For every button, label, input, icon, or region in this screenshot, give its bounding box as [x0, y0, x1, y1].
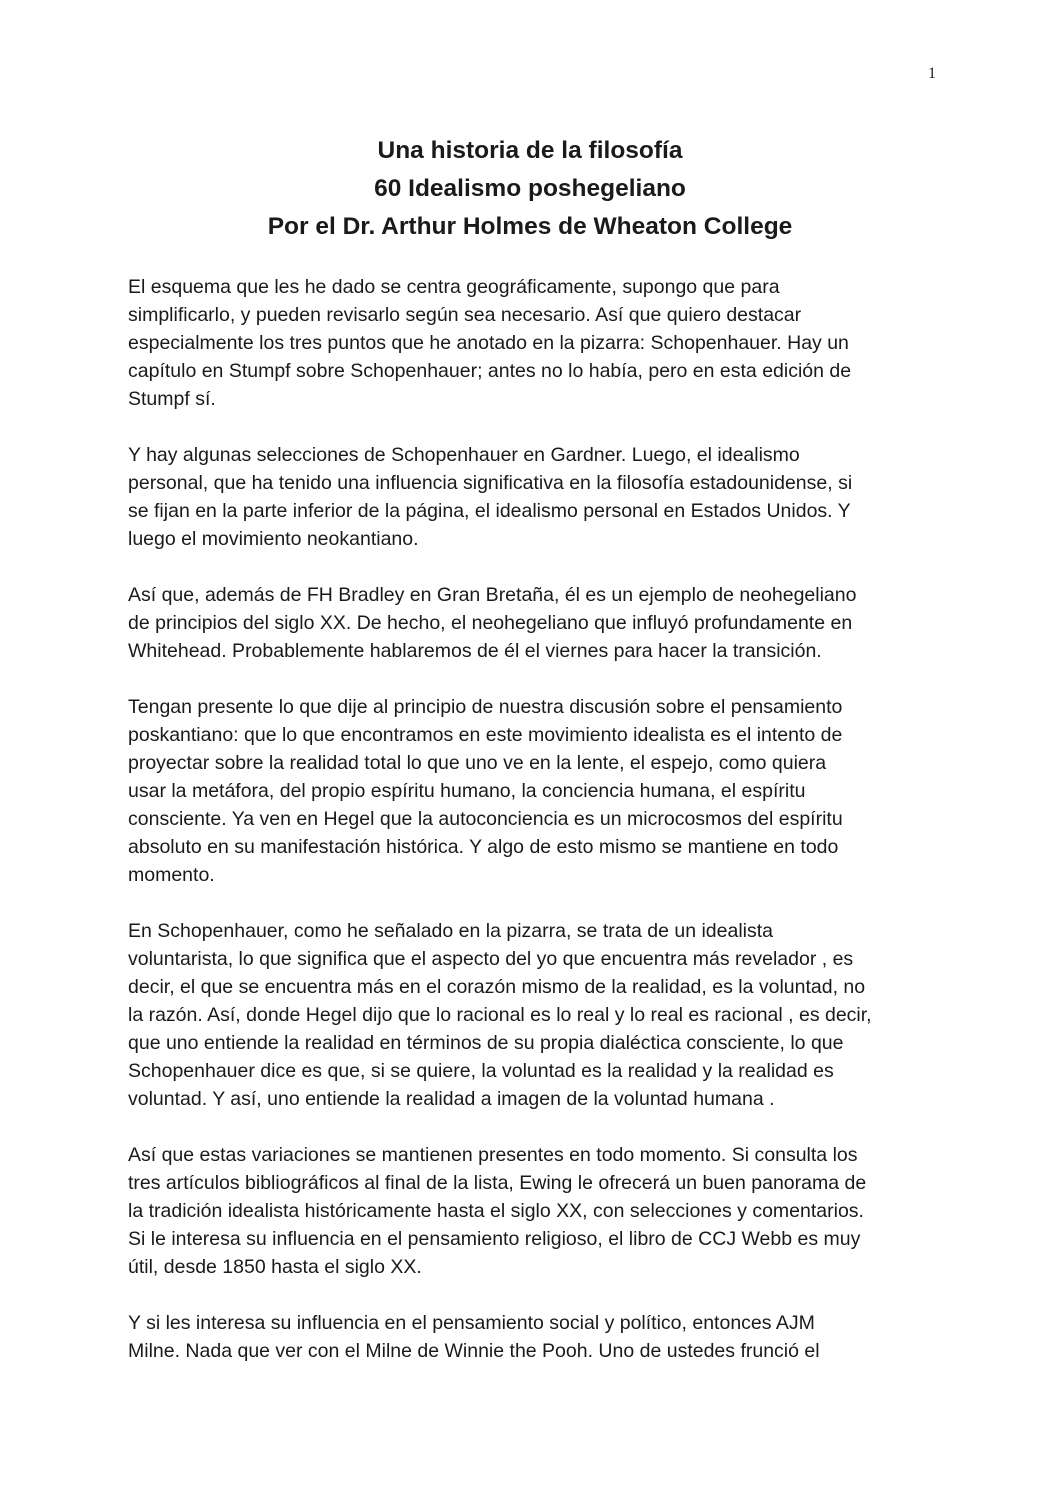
paragraph-line: Tengan presente lo que dije al principio de nuestra discusión sobre el pensamiento: [128, 696, 843, 718]
document-title: [90, 132, 970, 246]
paragraph: [128, 273, 938, 413]
subtitle-line: 60 Idealismo poshegeliano: [374, 175, 686, 202]
page-number: 1: [928, 65, 936, 82]
paragraph-line: Así que estas variaciones se mantienen presentes en todo momento. Si consulta los: [128, 1144, 858, 1166]
paragraph-line: Y hay algunas selecciones de Schopenhauer en Gardner. Luego, el idealismo: [128, 444, 800, 466]
paragraph-line: voluntad. Y así, uno entiende la realidad a imagen de la voluntad humana .: [128, 1088, 775, 1110]
title-line: Una historia de la filosofía: [377, 137, 683, 164]
paragraph-line: se fijan en la parte inferior de la página, el idealismo personal en Estados Unidos. Y: [128, 500, 851, 522]
paragraph-line: la razón. Así, donde Hegel dijo que lo racional es lo real y lo real es racional , es decir,: [128, 1004, 872, 1026]
paragraph-line: de principios del siglo XX. De hecho, el neohegeliano que influyó profundamente en: [128, 612, 853, 634]
body-text: [128, 273, 938, 1393]
paragraph-line: especialmente los tres puntos que he anotado en la pizarra: Schopenhauer. Hay un: [128, 332, 849, 354]
paragraph-line: Schopenhauer dice es que, si se quiere, la voluntad es la realidad y la realidad es: [128, 1060, 834, 1082]
paragraph-line: El esquema que les he dado se centra geográficamente, supongo que para: [128, 276, 780, 298]
paragraph-line: luego el movimiento neokantiano.: [128, 528, 419, 550]
paragraph: [128, 1309, 938, 1365]
paragraph-line: simplificarlo, y pueden revisarlo según sea necesario. Así que quiero destacar: [128, 304, 802, 326]
paragraph-line: absoluto en su manifestación histórica. Y algo de esto mismo se mantiene en todo: [128, 836, 839, 858]
paragraph-line: Whitehead. Probablemente hablaremos de él el viernes para hacer la transición.: [128, 640, 822, 662]
paragraph-line: decir, el que se encuentra más en el corazón mismo de la realidad, es la voluntad, no: [128, 976, 866, 998]
paragraph-line: capítulo en Stumpf sobre Schopenhauer; antes no lo había, pero en esta edición de: [128, 360, 852, 382]
paragraph-line: que uno entiende la realidad en términos de su propia dialéctica consciente, lo que: [128, 1032, 844, 1054]
paragraph-line: Si le interesa su influencia en el pensamiento religioso, el libro de CCJ Webb es muy: [128, 1228, 861, 1250]
paragraph: [128, 917, 938, 1113]
paragraph: [128, 693, 938, 889]
paragraph-line: poskantiano: que lo que encontramos en este movimiento idealista es el intento de: [128, 724, 843, 746]
paragraph: [128, 581, 938, 665]
paragraph-line: Y si les interesa su influencia en el pensamiento social y político, entonces AJM: [128, 1312, 815, 1334]
paragraph-line: útil, desde 1850 hasta el siglo XX.: [128, 1256, 422, 1278]
author-line: Por el Dr. Arthur Holmes de Wheaton College: [267, 213, 793, 240]
paragraph-line: proyectar sobre la realidad total lo que uno ve en la lente, el espejo, como quiera: [128, 752, 827, 774]
paragraph-line: consciente. Ya ven en Hegel que la autoconciencia es un microcosmos del espíritu: [128, 808, 843, 830]
paragraph-line: En Schopenhauer, como he señalado en la pizarra, se trata de un idealista: [128, 920, 774, 942]
paragraph-line: momento.: [128, 864, 215, 886]
paragraph: [128, 441, 938, 553]
paragraph-line: Milne. Nada que ver con el Milne de Winnie the Pooh. Uno de ustedes frunció el: [128, 1340, 820, 1362]
paragraph: [128, 1141, 938, 1281]
paragraph-line: la tradición idealista históricamente hasta el siglo XX, con selecciones y comentarios.: [128, 1200, 864, 1222]
paragraph-line: usar la metáfora, del propio espíritu humano, la conciencia humana, el espíritu: [128, 780, 806, 802]
paragraph-line: Así que, además de FH Bradley en Gran Bretaña, él es un ejemplo de neohegeliano: [128, 584, 857, 606]
paragraph-line: personal, que ha tenido una influencia significativa en la filosofía estadounidense, si: [128, 472, 853, 494]
paragraph-line: Stumpf sí.: [128, 388, 216, 410]
paragraph-line: voluntarista, lo que significa que el aspecto del yo que encuentra más revelador , es: [128, 948, 854, 970]
paragraph-line: tres artículos bibliográficos al final de la lista, Ewing le ofrecerá un buen panorama de: [128, 1172, 867, 1194]
